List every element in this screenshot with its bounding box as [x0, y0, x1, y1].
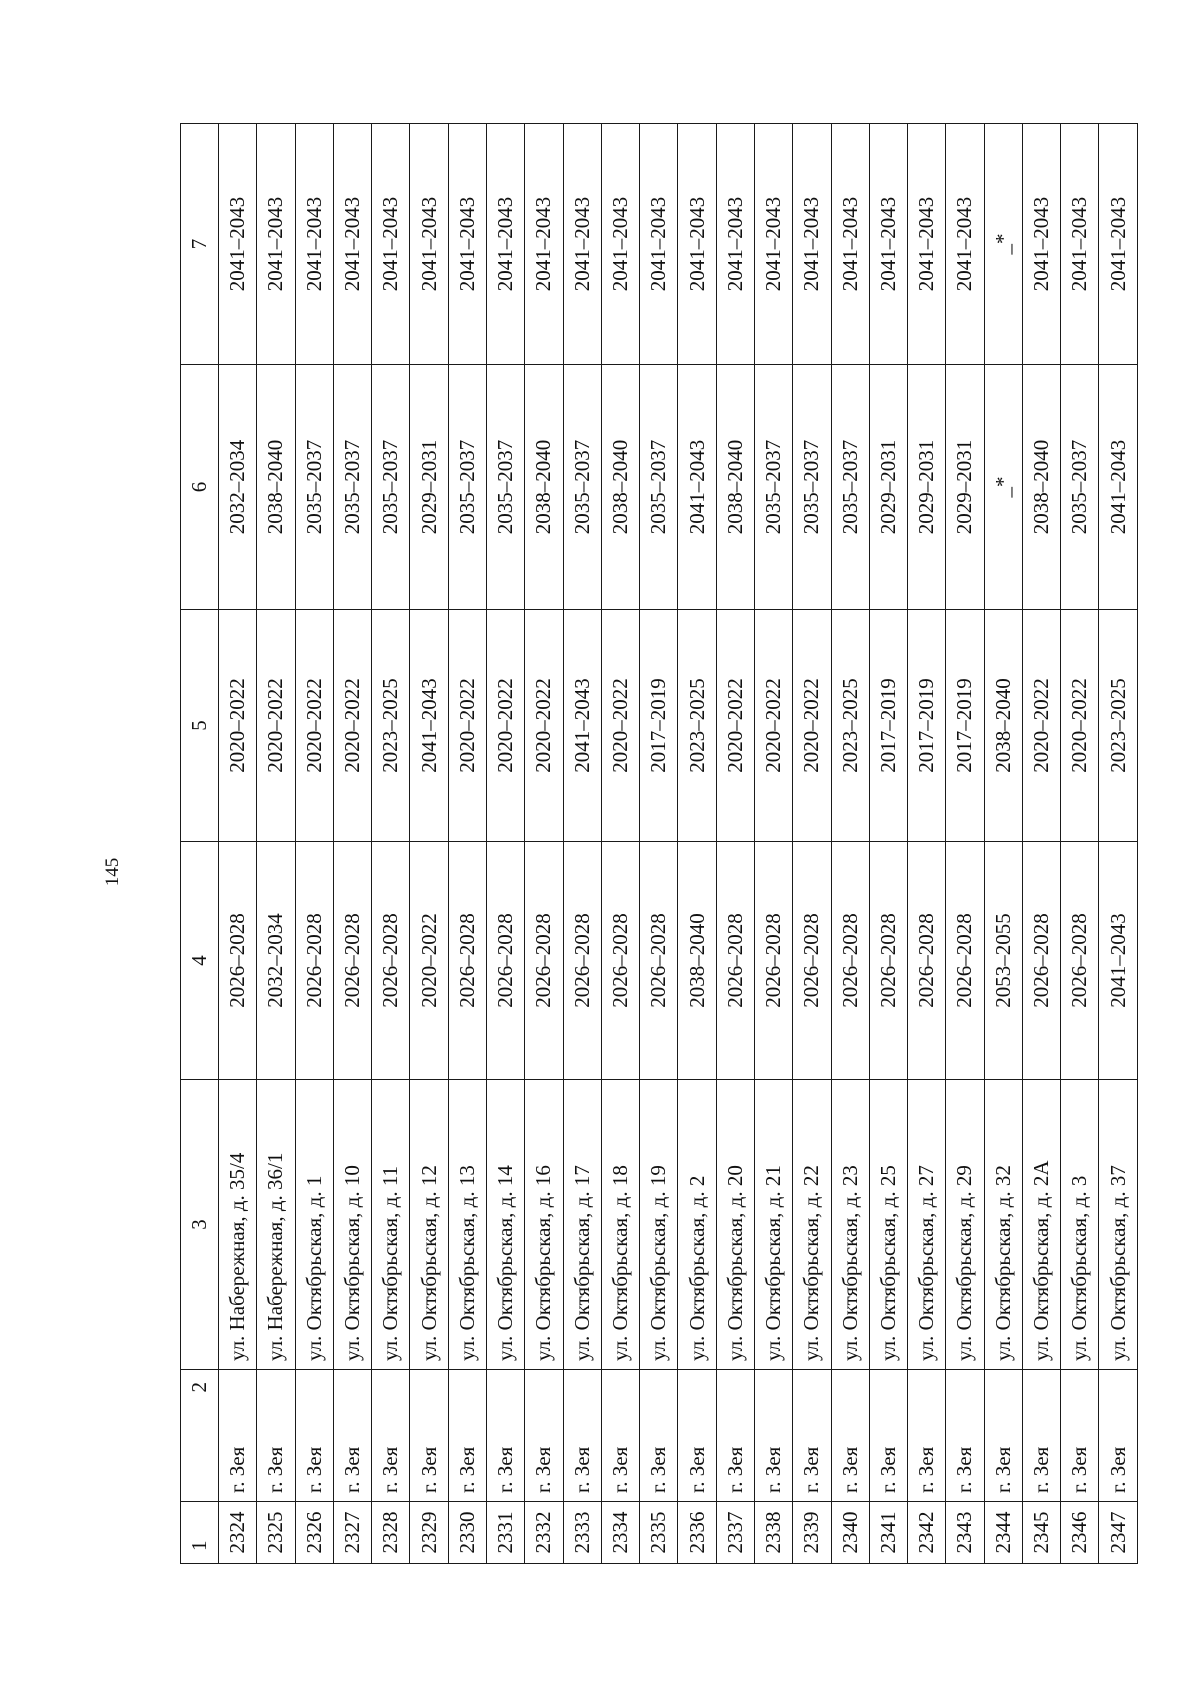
cell-number: 2330 — [448, 1502, 486, 1564]
table-row — [793, 124, 831, 1564]
header-col-7: 7 — [181, 124, 219, 365]
cell-address: ул. Октябрьская, д. 21 — [754, 1080, 792, 1370]
table-row — [908, 124, 946, 1564]
cell-address: ул. Октябрьская, д. 12 — [410, 1080, 448, 1370]
cell-address: ул. Октябрьская, д. 1 — [295, 1080, 333, 1370]
cell-col-6: 2035–2037 — [754, 365, 792, 610]
cell-number: 2328 — [372, 1502, 410, 1564]
cell-address: ул. Набережная, д. 36/1 — [257, 1080, 295, 1370]
cell-col-6: 2041–2043 — [678, 365, 716, 610]
cell-col-5: 2017–2019 — [946, 610, 984, 842]
cell-address: ул. Октябрьская, д. 14 — [486, 1080, 524, 1370]
table-row — [946, 124, 984, 1564]
cell-number: 2344 — [984, 1502, 1022, 1564]
cell-col-4: 2026–2028 — [563, 842, 601, 1080]
table-row — [219, 124, 257, 1564]
cell-col-5: 2020–2022 — [793, 610, 831, 842]
cell-col-6: 2035–2037 — [295, 365, 333, 610]
cell-city: г. Зея — [869, 1370, 907, 1502]
cell-address: ул. Октябрьская, д. 25 — [869, 1080, 907, 1370]
cell-col-5: 2020–2022 — [257, 610, 295, 842]
header-row — [181, 124, 219, 1564]
cell-city: г. Зея — [793, 1370, 831, 1502]
cell-col-7: 2041–2043 — [257, 124, 295, 365]
cell-col-5: 2020–2022 — [219, 610, 257, 842]
cell-city: г. Зея — [1099, 1370, 1138, 1502]
cell-col-5: 2020–2022 — [486, 610, 524, 842]
cell-col-6: 2029–2031 — [908, 365, 946, 610]
cell-city: г. Зея — [1061, 1370, 1099, 1502]
cell-col-5: 2020–2022 — [525, 610, 563, 842]
cell-col-5: 2041–2043 — [563, 610, 601, 842]
cell-city: г. Зея — [1022, 1370, 1060, 1502]
cell-address: ул. Октябрьская, д. 2А — [1022, 1080, 1060, 1370]
cell-city: г. Зея — [448, 1370, 486, 1502]
cell-city: г. Зея — [908, 1370, 946, 1502]
cell-col-7: 2041–2043 — [563, 124, 601, 365]
cell-col-7: 2041–2043 — [793, 124, 831, 365]
cell-col-7: 2041–2043 — [486, 124, 524, 365]
page-number: 145 — [102, 857, 123, 887]
table-row — [601, 124, 639, 1564]
cell-number: 2331 — [486, 1502, 524, 1564]
cell-col-5: 2020–2022 — [1022, 610, 1060, 842]
table-row — [984, 124, 1022, 1564]
cell-col-6: 2038–2040 — [257, 365, 295, 610]
table-row — [716, 124, 754, 1564]
cell-col-4: 2026–2028 — [448, 842, 486, 1080]
table-row — [678, 124, 716, 1564]
cell-col-5: 2020–2022 — [333, 610, 371, 842]
table-row — [1061, 124, 1099, 1564]
cell-city: г. Зея — [333, 1370, 371, 1502]
cell-col-4: 2026–2028 — [793, 842, 831, 1080]
cell-number: 2327 — [333, 1502, 371, 1564]
cell-number: 2332 — [525, 1502, 563, 1564]
cell-number: 2342 — [908, 1502, 946, 1564]
cell-city: г. Зея — [946, 1370, 984, 1502]
cell-col-7: 2041–2043 — [754, 124, 792, 365]
cell-col-7: 2041–2043 — [946, 124, 984, 365]
table-row — [333, 124, 371, 1564]
cell-city: г. Зея — [410, 1370, 448, 1502]
cell-city: г. Зея — [716, 1370, 754, 1502]
cell-col-6: 2029–2031 — [946, 365, 984, 610]
cell-col-4: 2026–2028 — [295, 842, 333, 1080]
cell-number: 2336 — [678, 1502, 716, 1564]
cell-city: г. Зея — [831, 1370, 869, 1502]
cell-address: ул. Октябрьская, д. 17 — [563, 1080, 601, 1370]
header-col-4: 4 — [181, 842, 219, 1080]
table-row — [869, 124, 907, 1564]
cell-address: ул. Набережная, д. 35/4 — [219, 1080, 257, 1370]
cell-col-7: 2041–2043 — [1061, 124, 1099, 365]
cell-address: ул. Октябрьская, д. 20 — [716, 1080, 754, 1370]
cell-city: г. Зея — [257, 1370, 295, 1502]
cell-number: 2343 — [946, 1502, 984, 1564]
cell-col-6: 2029–2031 — [410, 365, 448, 610]
cell-col-4: 2026–2028 — [333, 842, 371, 1080]
cell-col-7: 2041–2043 — [372, 124, 410, 365]
cell-number: 2346 — [1061, 1502, 1099, 1564]
cell-col-4: 2026–2028 — [486, 842, 524, 1080]
cell-col-5: 2017–2019 — [869, 610, 907, 842]
cell-col-6: 2035–2037 — [793, 365, 831, 610]
cell-address: ул. Октябрьская, д. 10 — [333, 1080, 371, 1370]
cell-col-7: 2041–2043 — [295, 124, 333, 365]
cell-col-6: 2038–2040 — [716, 365, 754, 610]
cell-col-6: 2035–2037 — [831, 365, 869, 610]
cell-number: 2324 — [219, 1502, 257, 1564]
cell-address: ул. Октябрьская, д. 37 — [1099, 1080, 1138, 1370]
cell-address: ул. Октябрьская, д. 27 — [908, 1080, 946, 1370]
table-row — [410, 124, 448, 1564]
cell-col-4: 2026–2028 — [716, 842, 754, 1080]
cell-col-6: 2029–2031 — [869, 365, 907, 610]
cell-city: г. Зея — [219, 1370, 257, 1502]
cell-col-6: 2035–2037 — [563, 365, 601, 610]
cell-city: г. Зея — [640, 1370, 678, 1502]
cell-col-4: 2026–2028 — [1022, 842, 1060, 1080]
cell-col-4: 2020–2022 — [410, 842, 448, 1080]
cell-col-4: 2026–2028 — [372, 842, 410, 1080]
cell-col-5: 2020–2022 — [601, 610, 639, 842]
table-row — [448, 124, 486, 1564]
cell-col-6: _* — [984, 365, 1022, 610]
table-row — [1099, 124, 1138, 1564]
cell-col-4: 2026–2028 — [869, 842, 907, 1080]
cell-city: г. Зея — [372, 1370, 410, 1502]
table-row — [640, 124, 678, 1564]
cell-number: 2341 — [869, 1502, 907, 1564]
cell-city: г. Зея — [678, 1370, 716, 1502]
cell-address: ул. Октябрьская, д. 23 — [831, 1080, 869, 1370]
cell-col-5: 2038–2040 — [984, 610, 1022, 842]
cell-col-6: 2035–2037 — [486, 365, 524, 610]
cell-col-7: 2041–2043 — [640, 124, 678, 365]
cell-city: г. Зея — [563, 1370, 601, 1502]
cell-number: 2335 — [640, 1502, 678, 1564]
cell-col-4: 2026–2028 — [908, 842, 946, 1080]
cell-col-6: 2038–2040 — [525, 365, 563, 610]
cell-col-7: 2041–2043 — [601, 124, 639, 365]
table-row — [486, 124, 524, 1564]
cell-col-5: 2041–2043 — [410, 610, 448, 842]
cell-city: г. Зея — [486, 1370, 524, 1502]
cell-col-4: 2041–2043 — [1099, 842, 1138, 1080]
cell-number: 2325 — [257, 1502, 295, 1564]
table-row — [372, 124, 410, 1564]
cell-col-6: 2035–2037 — [372, 365, 410, 610]
header-col-3: 3 — [181, 1080, 219, 1370]
table-row — [1022, 124, 1060, 1564]
cell-col-4: 2053–2055 — [984, 842, 1022, 1080]
cell-col-4: 2032–2034 — [257, 842, 295, 1080]
cell-col-4: 2026–2028 — [831, 842, 869, 1080]
cell-col-6: 2032–2034 — [219, 365, 257, 610]
cell-col-6: 2035–2037 — [640, 365, 678, 610]
cell-col-5: 2020–2022 — [754, 610, 792, 842]
cell-col-5: 2023–2025 — [1099, 610, 1138, 842]
cell-col-7: 2041–2043 — [831, 124, 869, 365]
cell-col-6: 2035–2037 — [1061, 365, 1099, 610]
cell-col-7: 2041–2043 — [1099, 124, 1138, 365]
header-col-6: 6 — [181, 365, 219, 610]
cell-col-5: 2023–2025 — [372, 610, 410, 842]
table-row — [525, 124, 563, 1564]
cell-col-5: 2023–2025 — [678, 610, 716, 842]
cell-address: ул. Октябрьская, д. 2 — [678, 1080, 716, 1370]
cell-address: ул. Октябрьская, д. 32 — [984, 1080, 1022, 1370]
cell-col-5: 2020–2022 — [448, 610, 486, 842]
cell-col-5: 2020–2022 — [1061, 610, 1099, 842]
cell-col-4: 2026–2028 — [640, 842, 678, 1080]
cell-col-4: 2026–2028 — [525, 842, 563, 1080]
cell-number: 2333 — [563, 1502, 601, 1564]
cell-number: 2329 — [410, 1502, 448, 1564]
header-col-5: 5 — [181, 610, 219, 842]
cell-col-4: 2026–2028 — [754, 842, 792, 1080]
cell-col-4: 2038–2040 — [678, 842, 716, 1080]
cell-col-5: 2017–2019 — [908, 610, 946, 842]
table-container — [180, 124, 1138, 1564]
cell-number: 2340 — [831, 1502, 869, 1564]
cell-city: г. Зея — [754, 1370, 792, 1502]
table-row — [257, 124, 295, 1564]
cell-col-6: 2038–2040 — [601, 365, 639, 610]
cell-number: 2347 — [1099, 1502, 1138, 1564]
cell-col-4: 2026–2028 — [219, 842, 257, 1080]
cell-address: ул. Октябрьская, д. 16 — [525, 1080, 563, 1370]
cell-col-6: 2035–2037 — [448, 365, 486, 610]
cell-address: ул. Октябрьская, д. 3 — [1061, 1080, 1099, 1370]
cell-address: ул. Октябрьская, д. 22 — [793, 1080, 831, 1370]
cell-col-7: 2041–2043 — [333, 124, 371, 365]
cell-col-7: 2041–2043 — [525, 124, 563, 365]
cell-number: 2337 — [716, 1502, 754, 1564]
cell-col-5: 2017–2019 — [640, 610, 678, 842]
cell-col-5: 2020–2022 — [295, 610, 333, 842]
table-row — [563, 124, 601, 1564]
cell-col-4: 2026–2028 — [601, 842, 639, 1080]
cell-col-7: 2041–2043 — [869, 124, 907, 365]
cell-col-6: 2041–2043 — [1099, 365, 1138, 610]
cell-col-7: 2041–2043 — [716, 124, 754, 365]
header-col-1: 1 — [181, 1502, 219, 1564]
cell-col-5: 2023–2025 — [831, 610, 869, 842]
cell-number: 2334 — [601, 1502, 639, 1564]
registry-table — [180, 123, 1138, 1564]
table-row — [754, 124, 792, 1564]
cell-address: ул. Октябрьская, д. 29 — [946, 1080, 984, 1370]
cell-col-6: 2038–2040 — [1022, 365, 1060, 610]
cell-col-7: 2041–2043 — [448, 124, 486, 365]
cell-number: 2326 — [295, 1502, 333, 1564]
cell-col-5: 2020–2022 — [716, 610, 754, 842]
header-col-2: 2 — [181, 1370, 219, 1502]
cell-city: г. Зея — [295, 1370, 333, 1502]
cell-col-6: 2035–2037 — [333, 365, 371, 610]
table-row — [295, 124, 333, 1564]
cell-city: г. Зея — [601, 1370, 639, 1502]
cell-address: ул. Октябрьская, д. 18 — [601, 1080, 639, 1370]
cell-city: г. Зея — [984, 1370, 1022, 1502]
cell-col-7: 2041–2043 — [1022, 124, 1060, 365]
cell-city: г. Зея — [525, 1370, 563, 1502]
cell-address: ул. Октябрьская, д. 19 — [640, 1080, 678, 1370]
cell-col-7: _* — [984, 124, 1022, 365]
cell-address: ул. Октябрьская, д. 11 — [372, 1080, 410, 1370]
cell-col-7: 2041–2043 — [678, 124, 716, 365]
cell-number: 2338 — [754, 1502, 792, 1564]
cell-address: ул. Октябрьская, д. 13 — [448, 1080, 486, 1370]
cell-col-7: 2041–2043 — [219, 124, 257, 365]
cell-col-4: 2026–2028 — [946, 842, 984, 1080]
cell-col-7: 2041–2043 — [908, 124, 946, 365]
table-row — [831, 124, 869, 1564]
cell-number: 2339 — [793, 1502, 831, 1564]
cell-number: 2345 — [1022, 1502, 1060, 1564]
cell-col-4: 2026–2028 — [1061, 842, 1099, 1080]
cell-col-7: 2041–2043 — [410, 124, 448, 365]
